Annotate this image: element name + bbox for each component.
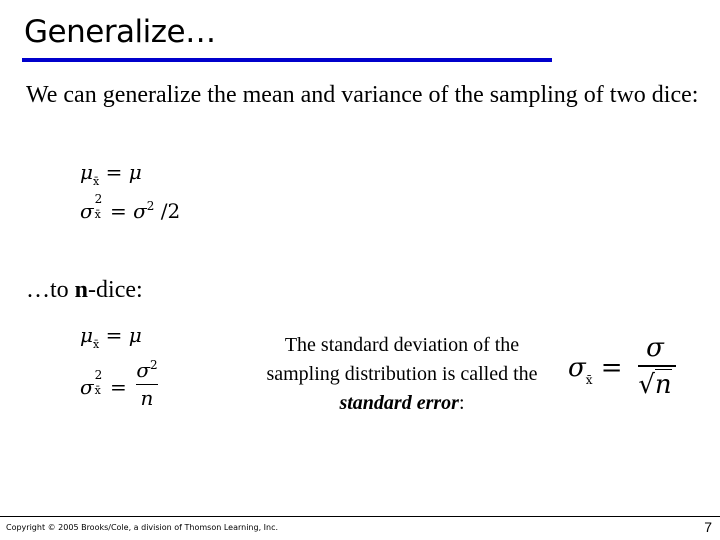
xbar-subscript: x̄ [94, 208, 101, 221]
sigma-symbol: σ [80, 375, 94, 399]
n-denominator: n [140, 386, 154, 410]
equals-sign: = [600, 353, 623, 383]
xbar-subscript: x̄ [94, 384, 101, 397]
n-dice-heading [26, 277, 143, 304]
sigma-symbol: σ [568, 353, 586, 383]
divide-by-two: /2 [160, 199, 181, 223]
n-denominator: n [654, 370, 672, 400]
equals-sign: = [105, 323, 123, 347]
sigma-symbol: σ [80, 199, 94, 223]
mu-symbol: μ [128, 160, 142, 184]
squared-exponent: 2 [94, 368, 103, 382]
sigma-numerator: σ [646, 333, 664, 363]
xbar-subscript: x̄ [93, 338, 100, 351]
sqrt-symbol: √ [638, 370, 655, 400]
sigma-symbol: σ [133, 199, 147, 223]
mu-symbol: μ [128, 323, 142, 347]
note-suffix: : [458, 392, 465, 414]
squared-exponent: 2 [150, 358, 158, 372]
subhead-n: n [74, 277, 89, 303]
squared-exponent: 2 [94, 192, 103, 206]
equals-sign: = [105, 160, 123, 184]
subhead-suffix: -dice: [88, 277, 143, 303]
page-number: 7 [704, 519, 712, 535]
slide-title: Generalize… [24, 14, 216, 50]
fraction-sigma-squared-over-n [136, 358, 158, 411]
variance-formula-two-dice [80, 192, 181, 223]
mean-formula-n-dice [80, 323, 142, 351]
standard-error-formula [568, 333, 688, 408]
footer-divider [0, 516, 720, 517]
sigma-symbol: σ [136, 358, 150, 382]
equals-sign: = [110, 375, 127, 399]
copyright-notice: Copyright © 2005 Brooks/Cole, a division of Thomson Learning, Inc. [6, 523, 279, 532]
mu-symbol: μ [80, 160, 93, 184]
squared-exponent: 2 [146, 199, 155, 213]
xbar-subscript: x̄ [585, 373, 593, 387]
intro-text: We can generalize the mean and variance of the sampling of two dice: [26, 82, 699, 108]
standard-error-note [252, 331, 552, 418]
equals-sign: = [110, 199, 127, 223]
subhead-prefix: …to [26, 277, 75, 303]
standard-error-term: standard error [339, 392, 459, 414]
mu-symbol: μ [80, 323, 93, 347]
mean-formula-two-dice [80, 160, 142, 188]
xbar-subscript: x̄ [93, 175, 100, 188]
note-prefix: The standard deviation of the sampling distribution is called the [266, 334, 538, 385]
title-underline [22, 58, 552, 62]
